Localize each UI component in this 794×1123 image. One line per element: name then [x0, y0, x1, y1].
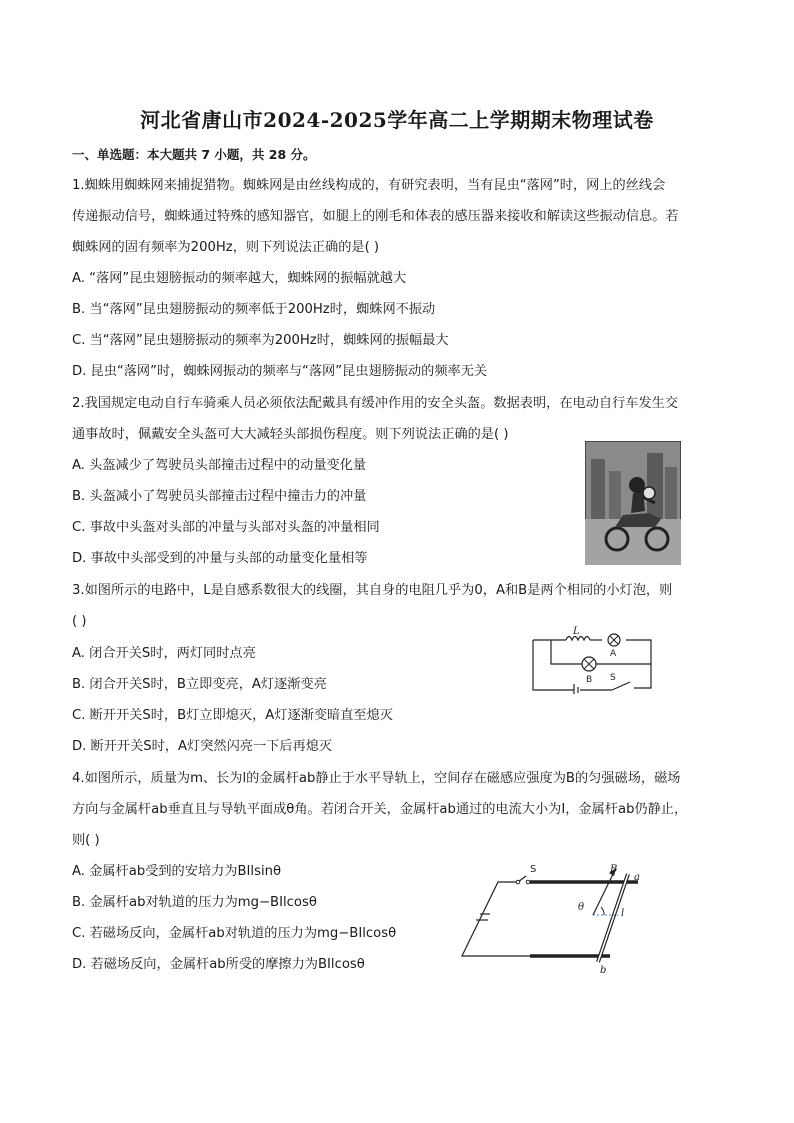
switch-label: S — [610, 673, 616, 683]
q4-option-d: D. 若磁场反向，金属杆ab所受的摩擦力为BIlcosθ — [72, 957, 365, 972]
angle-label: θ — [578, 902, 585, 913]
q3-option-b: B. 闭合开关S时，B立即变亮，A灯逐渐变亮 — [72, 677, 327, 692]
q4-option-a: A. 金属杆ab受到的安培力为BIlsinθ — [72, 864, 282, 879]
end-b-label: b — [600, 965, 607, 976]
inductor-coil-icon — [566, 637, 590, 641]
rail-rod-diagram — [458, 858, 658, 976]
q1-stem-2: 传递振动信号，蜘蛛通过特殊的感知器官，如腿上的刚毛和体表的感压器来接收和解读这些振动信息。若 — [72, 209, 679, 224]
q1-option-b: B. 当“落网”昆虫翅膀振动的频率低于200Hz时，蜘蛛网不振动 — [72, 302, 436, 317]
q4-option-b: B. 金属杆ab对轨道的压力为mg−BIlcosθ — [72, 895, 317, 910]
length-label: l — [621, 908, 625, 919]
q2-option-d: D. 事故中头部受到的冲量与头部的动量变化量相等 — [72, 551, 368, 566]
end-a-label: a — [634, 872, 640, 883]
q1-option-c: C. 当“落网”昆虫翅膀振动的频率为200Hz时，蜘蛛网的振幅最大 — [72, 333, 449, 348]
field-label: B — [610, 864, 618, 875]
q1-stem-1: 1.蜘蛛用蜘蛛网来捕捉猎物。蜘蛛网是由丝线构成的，有研究表明，当有昆虫“落网”时，网上的丝线会 — [72, 178, 666, 193]
q4-stem-3: 则( ) — [72, 833, 100, 848]
switch-icon — [612, 682, 630, 690]
q3-option-c: C. 断开开关S时，B灯立即熄灭，A灯逐渐变暗直至熄灭 — [72, 708, 393, 723]
q1-option-d: D. 昆虫“落网”时，蜘蛛网振动的频率与“落网”昆虫翅膀振动的频率无关 — [72, 364, 488, 379]
q4-stem-2: 方向与金属杆ab垂直且与导轨平面成θ角。若闭合开关，金属杆ab通过的电流大小为I，金属杆ab仍静止， — [72, 802, 688, 817]
q4-option-c: C. 若磁场反向，金属杆ab对轨道的压力为mg−BIlcosθ — [72, 926, 397, 941]
q3-stem-1: 3.如图所示的电路中，L是自感系数很大的线圈，其自身的电阻几乎为0，A和B是两个相同的小灯泡，则 — [72, 583, 673, 598]
q2-stem-2: 通事故时，佩戴安全头盔可大大减轻头部损伤程度。则下列说法正确的是( ) — [72, 427, 509, 442]
coil-label: L — [573, 626, 580, 637]
lamp-a-icon — [608, 634, 620, 646]
q4-stem-1: 4.如图所示，质量为m、长为l的金属杆ab静止于水平导轨上，空间存在磁感应强度为B的匀强磁场，磁场 — [72, 771, 681, 786]
q2-option-a: A. 头盔减少了驾驶员头部撞击过程中的动量变化量 — [72, 458, 367, 473]
q2-option-b: B. 头盔减小了驾驶员头部撞击过程中撞击力的冲量 — [72, 489, 367, 504]
lamp-b-label: B — [586, 675, 593, 685]
q1-option-a: A. “落网”昆虫翅膀振动的频率越大，蜘蛛网的振幅就越大 — [72, 271, 407, 286]
q3-option-d: D. 断开开关S时，A灯突然闪亮一下后再熄灭 — [72, 739, 333, 754]
section-heading: 一、单选题：本大题共 7 小题，共 28 分。 — [72, 147, 316, 162]
lamp-b-icon — [582, 657, 596, 671]
q1-stem-3: 蜘蛛网的固有频率为200Hz，则下列说法正确的是( ) — [72, 240, 380, 255]
helmet-rider-image — [585, 441, 681, 565]
q3-option-a: A. 闭合开关S时，两灯同时点亮 — [72, 646, 256, 661]
lamp-a-label: A — [610, 649, 617, 659]
q2-stem-1: 2.我国规定电动自行车骑乘人员必须依法配戴具有缓冲作用的安全头盔。数据表明，在电动自行车发生交 — [72, 396, 679, 411]
switch-label: S — [530, 864, 537, 875]
circuit-diagram — [530, 618, 654, 694]
page-title: 河北省唐山市2024-2025学年高二上学期期末物理试卷 — [140, 108, 654, 132]
q3-stem-2: ( ) — [72, 614, 87, 629]
q2-option-c: C. 事故中头盔对头部的冲量与头部对头盔的冲量相同 — [72, 520, 380, 535]
